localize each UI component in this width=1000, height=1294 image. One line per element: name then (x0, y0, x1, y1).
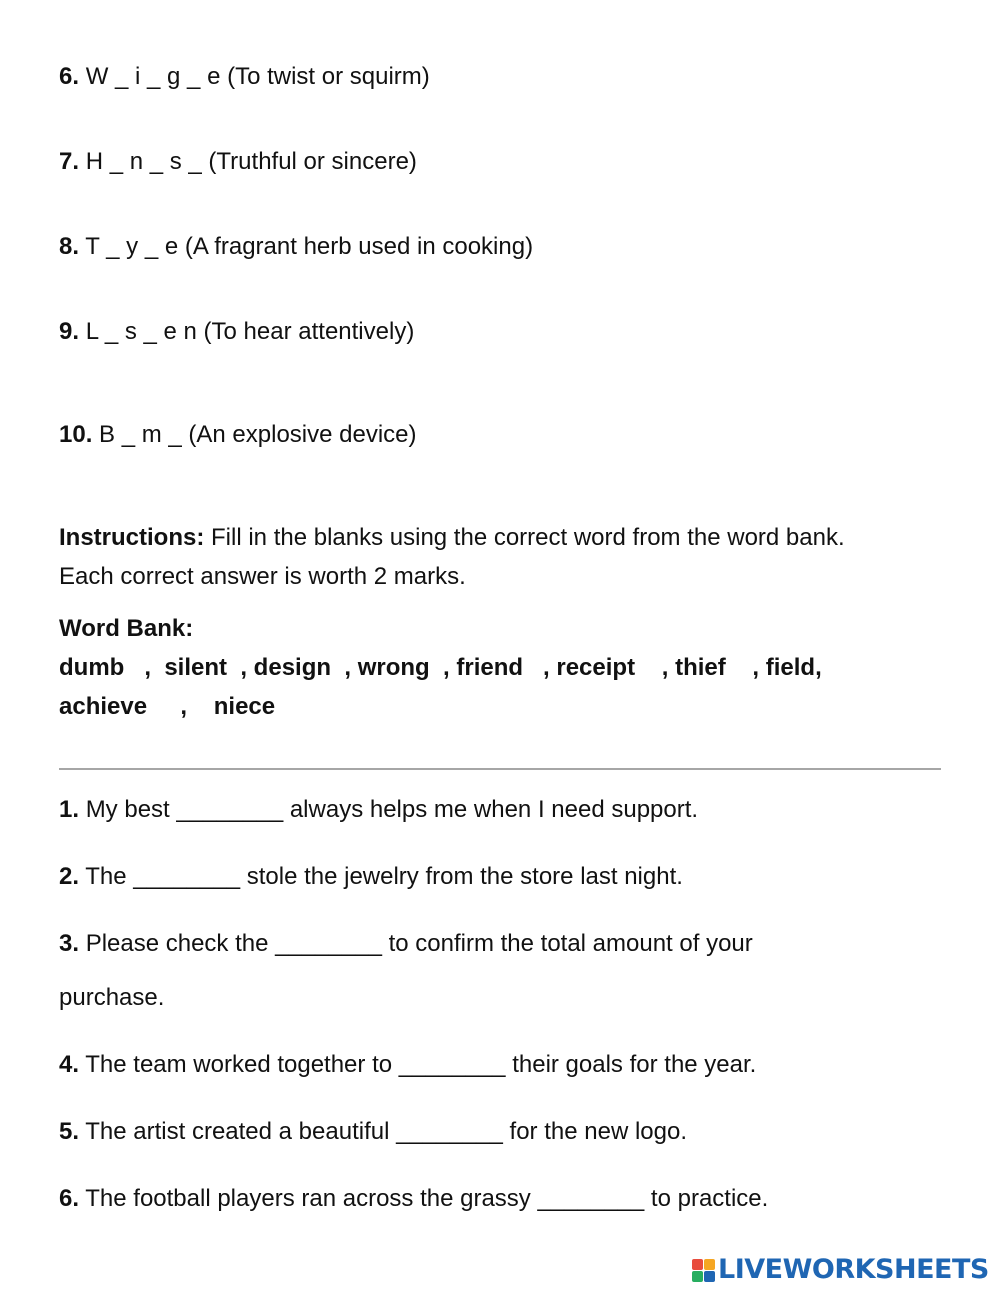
spelling-item-6 (59, 62, 430, 92)
item-number: 5. (59, 1118, 80, 1145)
fill-blank-item-2 (59, 862, 683, 892)
item-number: 6. (59, 1185, 80, 1212)
item-text: L _ s _ e n (To hear attentively) (85, 318, 415, 345)
spelling-item-9 (59, 317, 414, 347)
word-bank-row-1: dumb , silent , design , wrong , friend , receipt , thief , field, (59, 654, 822, 681)
item-number: 6. (59, 63, 80, 90)
item-number: 2. (59, 863, 80, 890)
logo-square-orange (704, 1259, 715, 1270)
logo-square-red (692, 1259, 703, 1270)
fill-blank-item-1 (59, 795, 698, 825)
item-text: My best ________ always helps me when I need support. (85, 796, 699, 823)
item-number: 8. (59, 233, 80, 260)
item-text: The ________ stole the jewelry from the store last night. (85, 863, 683, 890)
fill-blank-item-6 (59, 1184, 768, 1214)
item-number: 4. (59, 1051, 80, 1078)
spelling-item-8 (59, 232, 533, 262)
spelling-item-7 (59, 147, 417, 177)
logo-text: LIVEWORKSHEETS (718, 1254, 989, 1285)
item-number: 10. (59, 421, 93, 448)
logo-square-blue (704, 1271, 715, 1282)
item-text: The team worked together to ________ their goals for the year. (85, 1051, 757, 1078)
item-text: T _ y _ e (A fragrant herb used in cooking) (85, 233, 534, 260)
instructions-text: Fill in the blanks using the correct word from the word bank. (211, 524, 845, 551)
instructions (59, 523, 845, 553)
fill-blank-item-3 (59, 929, 753, 959)
item-number: 3. (59, 930, 80, 957)
item-text: B _ m _ (An explosive device) (99, 421, 417, 448)
item-text: Please check the ________ to confirm the total amount of your (85, 930, 753, 957)
item-number: 7. (59, 148, 80, 175)
logo-square-green (692, 1271, 703, 1282)
word-bank-row-2: achieve , niece (59, 693, 276, 720)
item-number: 1. (59, 796, 80, 823)
liveworksheets-logo-icon (692, 1259, 715, 1282)
word-bank-label: Word Bank: (59, 615, 194, 642)
spelling-item-10 (59, 420, 417, 450)
instructions-line-2: Each correct answer is worth 2 marks. (59, 563, 466, 590)
item-text: W _ i _ g _ e (To twist or squirm) (85, 63, 430, 90)
section-divider (59, 768, 941, 770)
item-text: H _ n _ s _ (Truthful or sincere) (85, 148, 417, 175)
fill-blank-item-3-continuation: purchase. (59, 984, 165, 1011)
item-number: 9. (59, 318, 80, 345)
fill-blank-item-4 (59, 1050, 756, 1080)
liveworksheets-logo (692, 1255, 989, 1285)
item-text: The artist created a beautiful ________ for the new logo. (85, 1118, 687, 1145)
instructions-label: Instructions: (59, 524, 205, 551)
fill-blank-item-5 (59, 1117, 687, 1147)
item-text: The football players ran across the grassy ________ to practice. (85, 1185, 769, 1212)
